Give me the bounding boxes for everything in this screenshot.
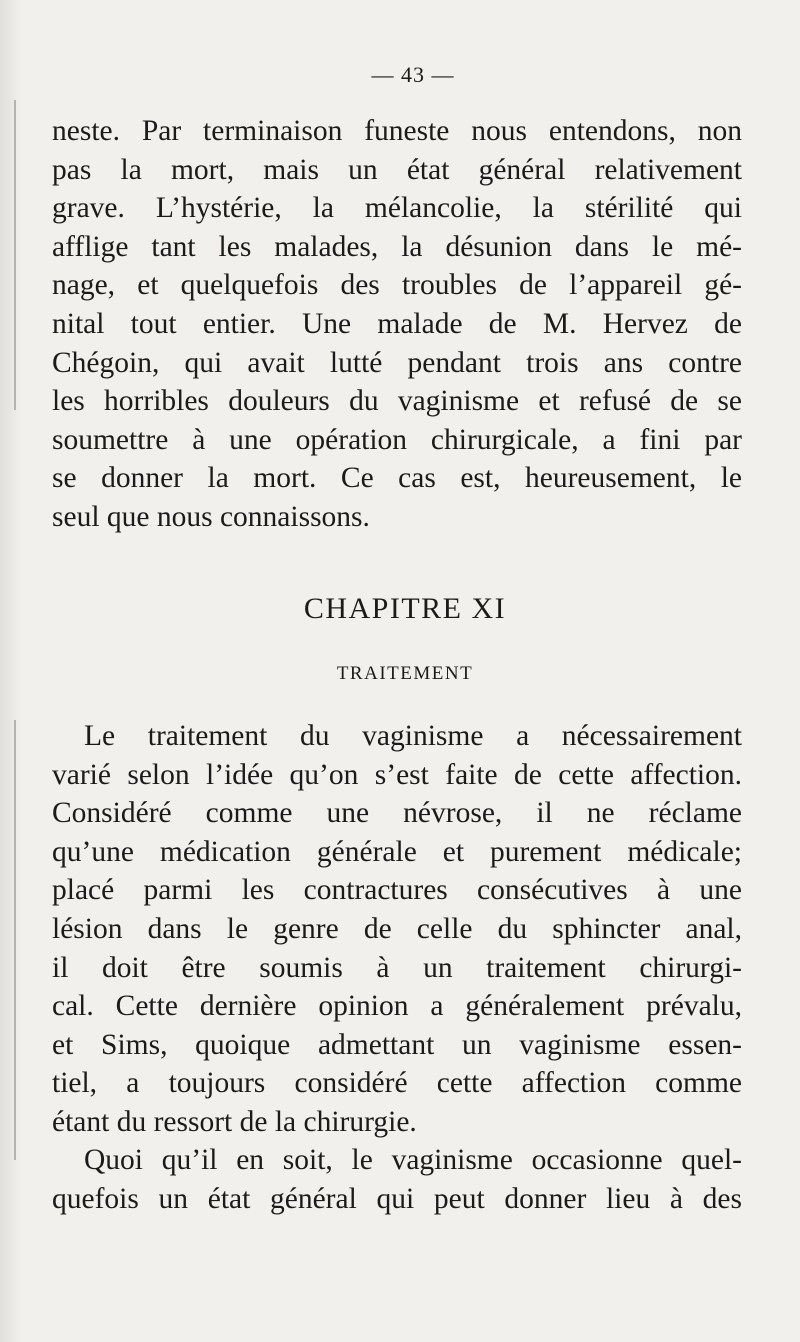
text-line: varié selon l’idée qu’on s’est faite de cette affection.: [52, 758, 742, 791]
text-line: soumettre à une opération chirurgicale, a fini par: [52, 423, 742, 456]
paragraph-3: [52, 1141, 742, 1218]
text-line: placé parmi les contractures consécutives à une: [52, 874, 742, 907]
section-title: TRAITEMENT: [336, 663, 474, 684]
binding-mark: [14, 720, 16, 1160]
text-line: nital tout entier. Une malade de M. Hervez de: [52, 307, 742, 340]
text-line: Chégoin, qui avait lutté pendant trois ans contre: [52, 346, 742, 379]
text-line: et Sims, quoique admettant un vaginisme essen-: [52, 1028, 742, 1061]
chapter-title: CHAPITRE XI: [303, 592, 507, 625]
text-line: il doit être soumis à un traitement chirurgi-: [52, 951, 742, 984]
text-line: Considéré comme une névrose, il ne réclame: [52, 797, 742, 830]
text-line: quefois un état général qui peut donner lieu à des: [52, 1182, 742, 1215]
text-line: grave. L’hystérie, la mélancolie, la stérilité qui: [52, 192, 742, 225]
text-line: seul que nous connaissons.: [52, 500, 370, 533]
text-line: les horribles douleurs du vaginisme et refusé de se: [52, 385, 742, 418]
binding-mark: [14, 100, 16, 410]
text-line: étant du ressort de la chirurgie.: [52, 1105, 417, 1138]
text-line: Le traitement du vaginisme a nécessairement: [84, 720, 742, 752]
paragraph-1: [52, 112, 742, 537]
paragraph-2: [52, 717, 742, 1142]
text-line: qu’une médication générale et purement médicale;: [52, 835, 742, 868]
text-line: pas la mort, mais un état général relativement: [52, 153, 742, 186]
text-line: neste. Par terminaison funeste nous entendons, non: [52, 115, 742, 147]
text-line: tiel, a toujours considéré cette affection comme: [52, 1067, 742, 1100]
text-line: afflige tant les malades, la désunion dans le mé-: [52, 230, 742, 263]
text-line: lésion dans le genre de celle du sphincter anal,: [52, 912, 742, 945]
text-line: nage, et quelquefois des troubles de l’appareil gé-: [52, 269, 742, 302]
text-line: se donner la mort. Ce cas est, heureusement, le: [52, 462, 742, 495]
text-line: cal. Cette dernière opinion a généralement prévalu,: [52, 990, 742, 1023]
page-number: — 43 —: [371, 62, 455, 87]
text-line: Quoi qu’il en soit, le vaginisme occasionne quel-: [84, 1144, 742, 1176]
